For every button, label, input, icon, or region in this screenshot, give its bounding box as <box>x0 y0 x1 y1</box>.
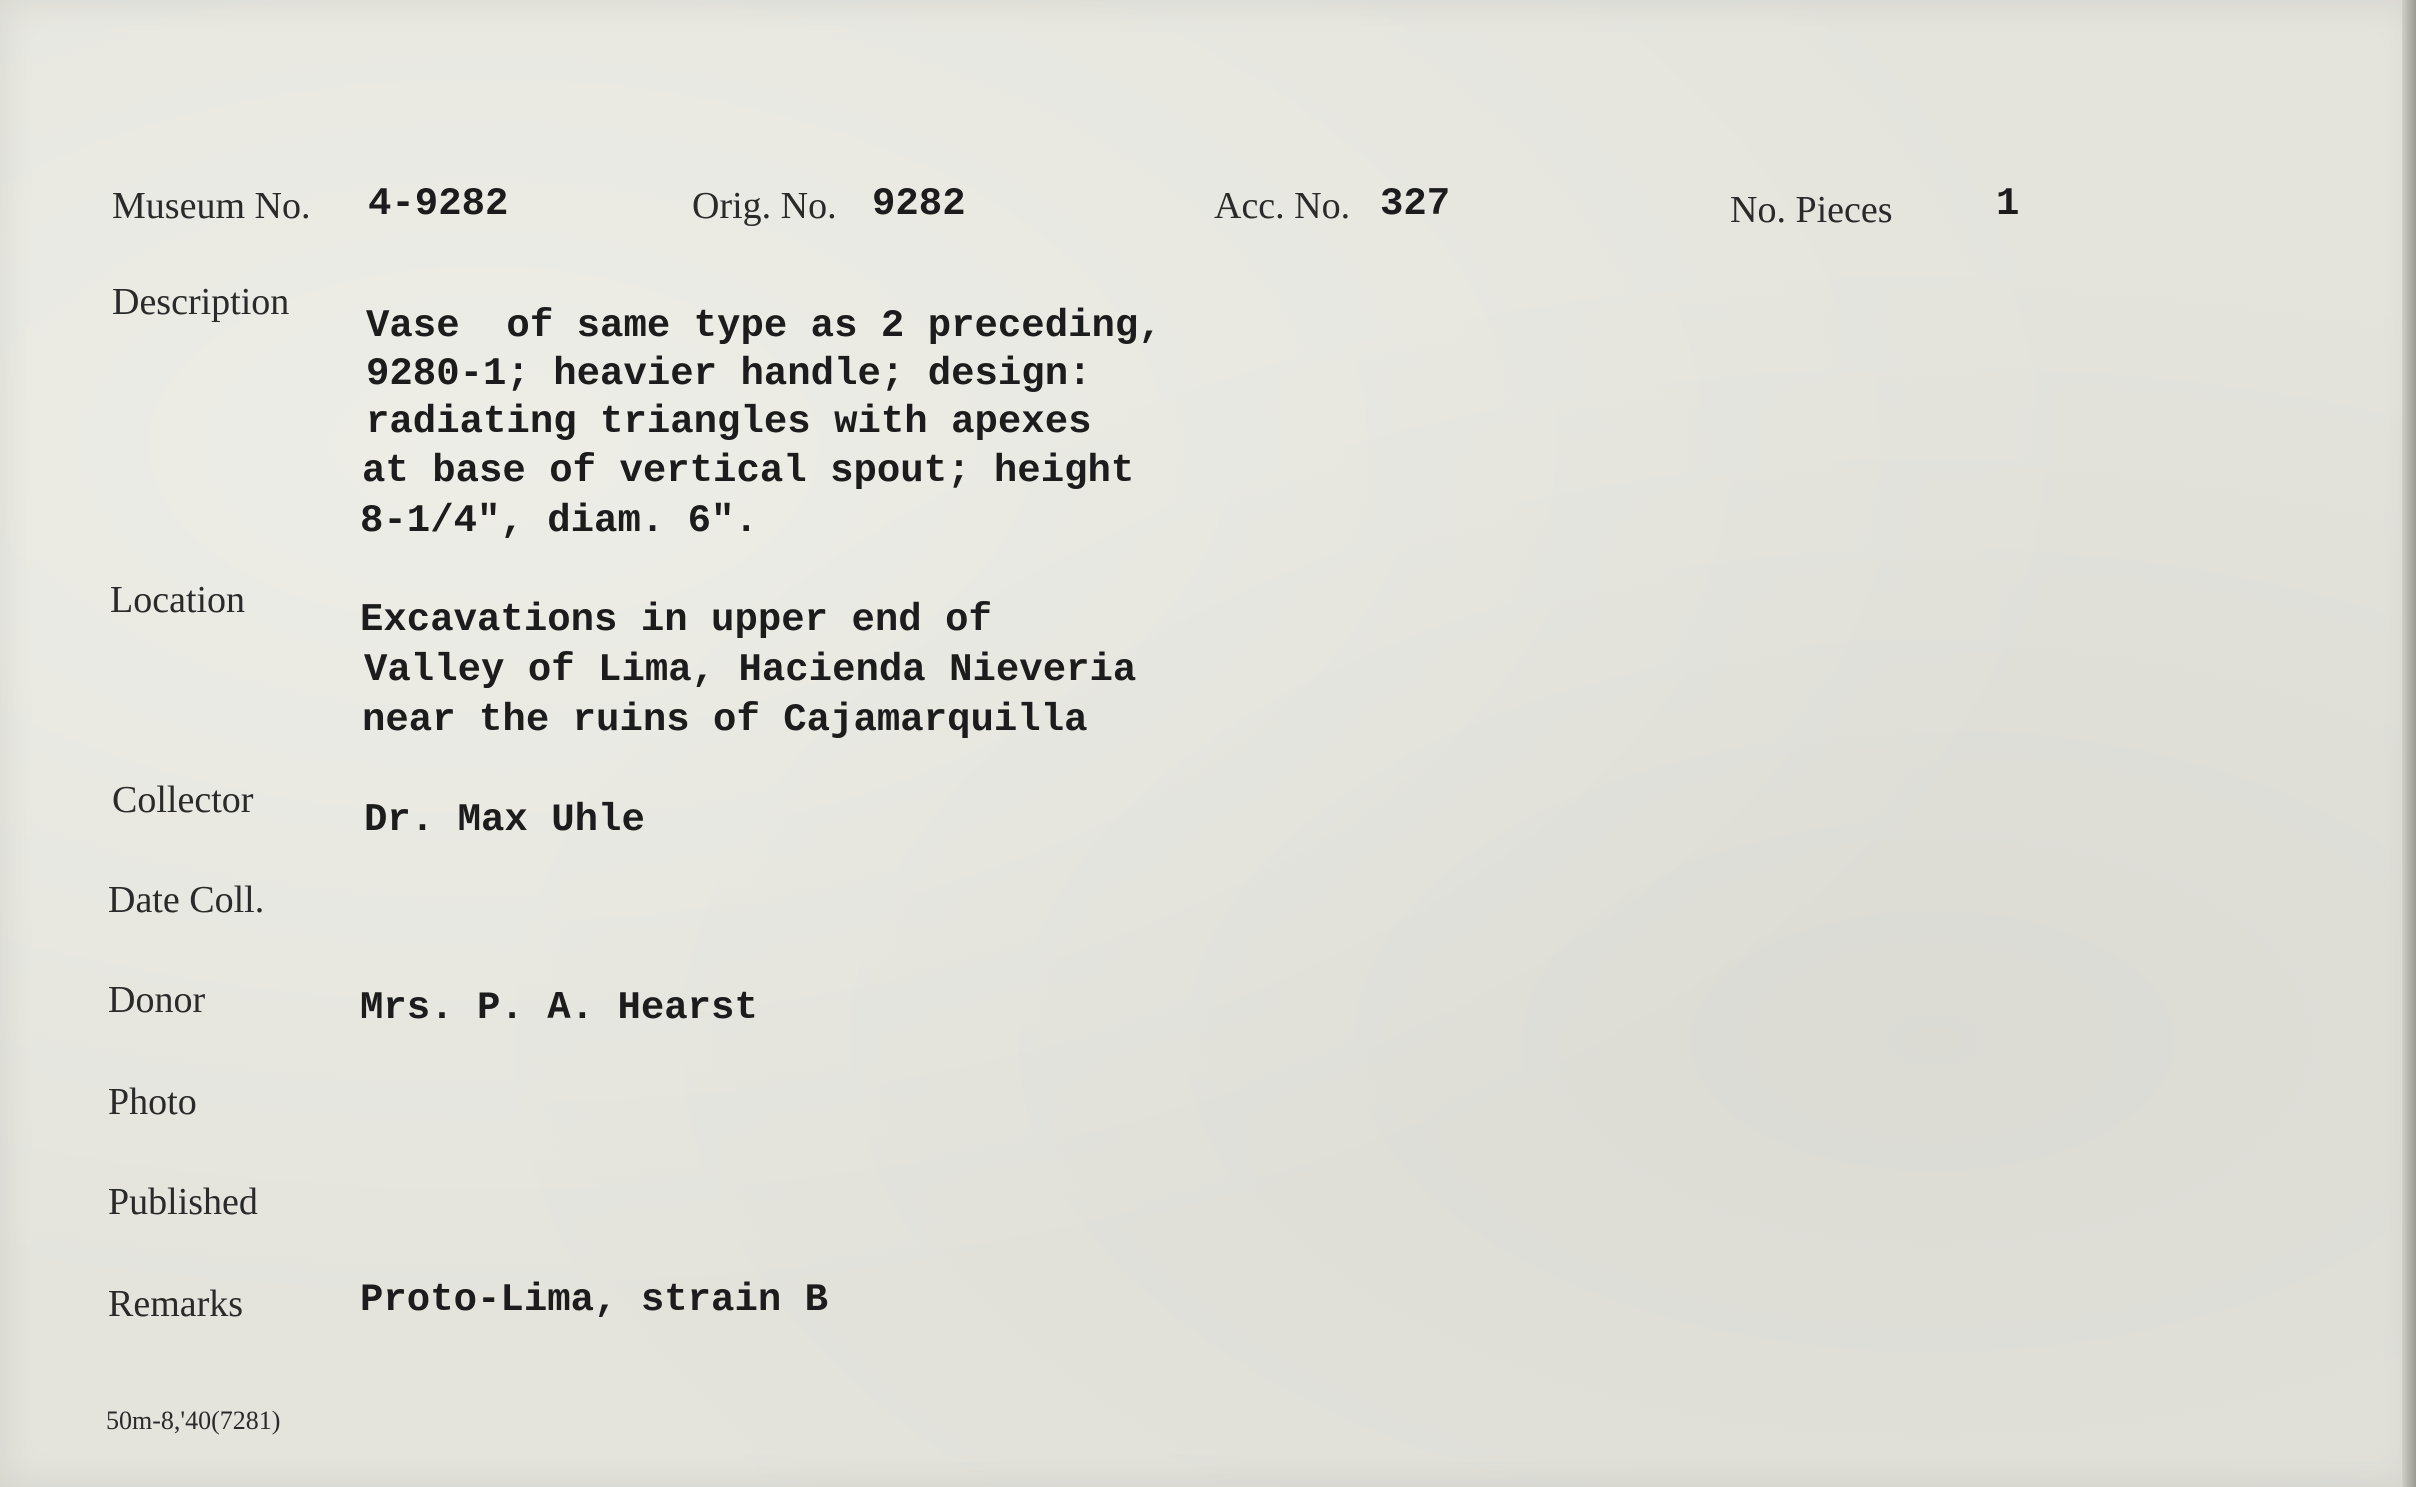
description-line-4: at base of vertical spout; height <box>362 449 1135 493</box>
description-line-2: 9280-1; heavier handle; design: <box>366 352 1092 396</box>
description-line-1: Vase of same type as 2 preceding, <box>366 304 1162 348</box>
collector-value: Dr. Max Uhle <box>364 798 645 842</box>
print-code: 50m-8,'40(7281) <box>106 1406 281 1435</box>
location-line-1: Excavations in upper end of <box>360 598 992 642</box>
museum-no-label: Museum No. <box>112 185 311 227</box>
museum-no-value: 4-9282 <box>368 182 509 226</box>
location-line-2: Valley of Lima, Hacienda Nieveria <box>364 648 1137 692</box>
acc-no-value: 327 <box>1380 182 1451 226</box>
location-line-3: near the ruins of Cajamarquilla <box>362 698 1088 742</box>
date-coll-label: Date Coll. <box>108 879 265 921</box>
donor-value: Mrs. P. A. Hearst <box>360 986 758 1030</box>
no-pieces-label: No. Pieces <box>1730 189 1893 231</box>
remarks-label: Remarks <box>108 1283 244 1325</box>
photo-label: Photo <box>108 1081 197 1123</box>
orig-no-label: Orig. No. <box>692 185 837 227</box>
remarks-value: Proto-Lima, strain B <box>360 1278 829 1322</box>
donor-label: Donor <box>108 979 206 1021</box>
no-pieces-value: 1 <box>1996 182 2020 226</box>
location-label: Location <box>110 579 246 621</box>
orig-no-value: 9282 <box>872 182 966 226</box>
description-line-5: 8-1/4", diam. 6". <box>360 499 758 543</box>
collector-label: Collector <box>112 779 254 821</box>
description-label: Description <box>112 281 290 323</box>
card-edge <box>2402 0 2416 1487</box>
acc-no-label: Acc. No. <box>1214 185 1351 227</box>
published-label: Published <box>108 1181 258 1223</box>
description-line-3: radiating triangles with apexes <box>366 400 1092 444</box>
